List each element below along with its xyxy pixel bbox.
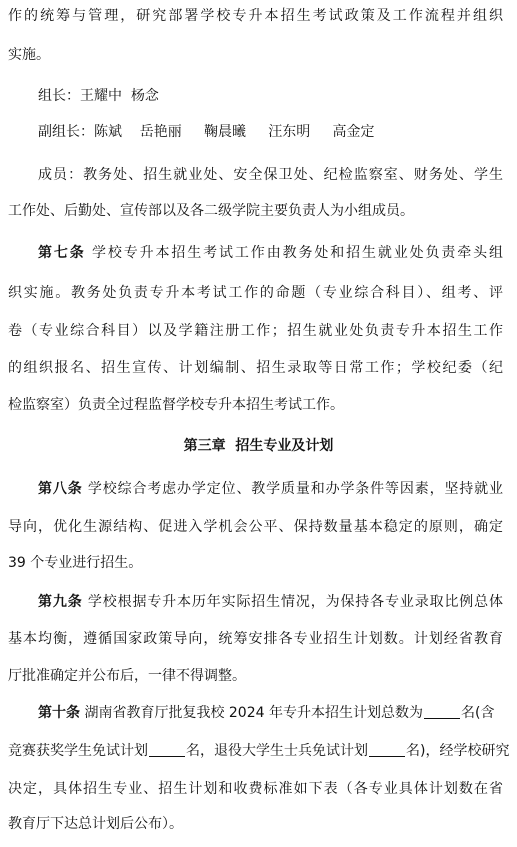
article9-text-1: 学校根据专升本历年实际招生情况，为保持各专业录取比例总体 (87, 594, 504, 610)
article8-line-1 (38, 479, 503, 499)
article7-line-2: 织实施。教务处负责专升本考试工作的命题（专业综合科目）、组考、评 (8, 285, 503, 301)
article9-line-1 (38, 592, 503, 612)
article10-text-2a: 竞赛获奖学生免试计划 (8, 743, 148, 759)
leader-names: 王耀中 杨念 (80, 88, 159, 104)
article7-title: 第七条 (38, 245, 86, 261)
article7-line-3: 卷（专业综合科目）以及学籍注册工作；招生就业处负责专升本招生工作 (8, 323, 503, 339)
members-line-1: 成员：教务处、招生就业处、安全保卫处、纪检监察室、财务处、学生 (38, 167, 503, 183)
members-line-2: 工作处、后勤处、宣传部以及各二级学院主要负责人为小组成员。 (8, 203, 414, 219)
competition-plan-blank (149, 742, 185, 757)
article10-line-1 (38, 703, 503, 723)
deputy-label: 副组长： (38, 124, 94, 140)
article8-title: 第八条 (38, 481, 83, 497)
article10-text-1b: 名(含 (460, 705, 495, 721)
veteran-plan-blank (369, 742, 405, 757)
article7-line-5: 检监察室）负责全过程监督学校专升本招生考试工作。 (8, 397, 344, 413)
article7-text-1: 学校专升本招生考试工作由教务处和招生就业处负责牵头组 (92, 245, 504, 261)
article10-line-4: 教育厅下达总计划后公布）。 (8, 816, 183, 832)
article8-line-2: 导向，优化生源结构、促进入学机会公平、保持数量基本稳定的原则，确定 (8, 519, 503, 535)
article10-text-1a: 湖南省教育厅批复我校 2024 年专升本招生计划总数为 (84, 705, 423, 721)
deputy-names: 陈斌 岳艳丽 鞠晨曦 汪东明 高金定 (94, 124, 375, 140)
article7-line-1 (38, 243, 503, 263)
article10-line-2 (8, 741, 510, 761)
total-plan-blank (424, 704, 460, 719)
intro-line-1: 作的统筹与管理，研究部署学校专升本招生考试政策及工作流程并组织 (8, 8, 503, 24)
leader-label: 组长： (38, 88, 80, 104)
article10-title: 第十条 (38, 705, 80, 721)
article10-text-2c: 名)，经学校研究 (406, 743, 510, 759)
deputies-line (38, 122, 503, 142)
article9-line-2: 基本均衡，遵循国家政策导向，统筹安排各专业招生计划数。计划经省教育 (8, 631, 503, 647)
intro-line-2: 实施。 (8, 47, 50, 63)
article9-line-3: 厅批准确定并公布后，一律不得调整。 (8, 668, 246, 684)
article10-line-3: 决定，具体招生专业、招生计划和收费标准如下表（各专业具体计划数在省 (8, 781, 503, 797)
article8-text-1: 学校综合考虑办学定位、教学质量和办学条件等因素，坚持就业 (87, 481, 504, 497)
leaders-line (38, 86, 503, 106)
article8-line-3: 39 个专业进行招生。 (8, 555, 143, 571)
article10-text-2b: 名，退役大学生士兵免试计划 (186, 743, 368, 759)
article7-line-4: 的组织报名、招生宣传、计划编制、招生录取等日常工作；学校纪委（纪 (8, 360, 503, 376)
chapter-3-heading: 第三章 招生专业及计划 (183, 438, 334, 454)
article9-title: 第九条 (38, 594, 83, 610)
